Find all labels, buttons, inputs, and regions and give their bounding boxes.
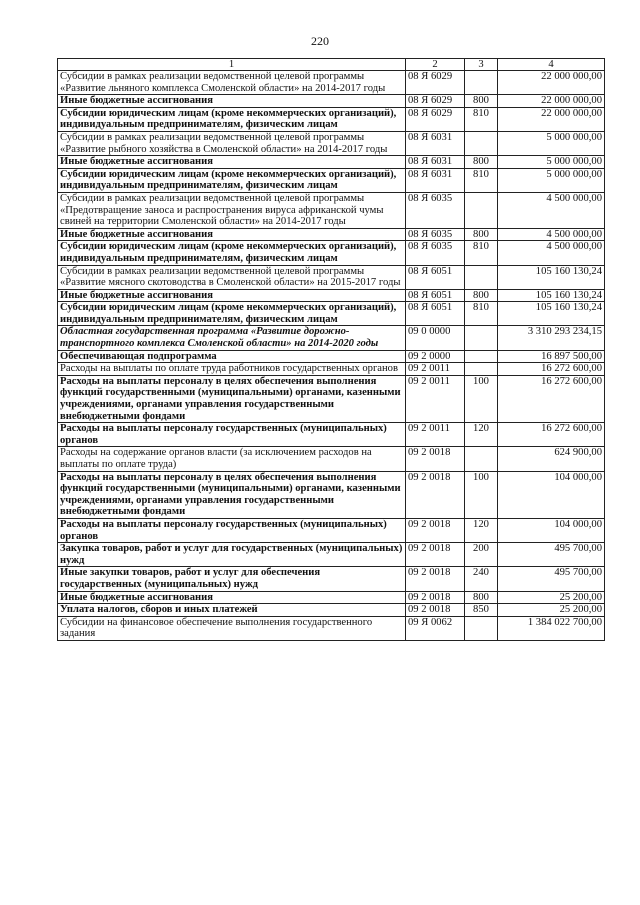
budget-table-body: [58, 59, 605, 641]
row-name: Расходы на выплаты персоналу государственных (муниципальных) органов: [58, 518, 406, 542]
row-name: Расходы на выплаты по оплате труда работников государственных органов: [58, 363, 406, 376]
row-amount: 105 160 130,24: [498, 302, 605, 326]
row-code: 09 2 0011: [406, 363, 465, 376]
row-amount: 4 500 000,00: [498, 192, 605, 228]
row-name: Иные бюджетные ассигнования: [58, 591, 406, 604]
row-name: Расходы на выплаты персоналу в целях обеспечения выполнения функций государственными (муниципальными) органами, казенными учреждениями, органами управления государственными внебюджетными фондами: [58, 375, 406, 422]
row-code: 09 2 0018: [406, 518, 465, 542]
header-col-4: 4: [498, 59, 605, 71]
row-amount: 3 310 293 234,15: [498, 326, 605, 350]
row-amount: 5 000 000,00: [498, 168, 605, 192]
row-code: 08 Я 6051: [406, 302, 465, 326]
row-expense-type: 810: [465, 107, 498, 131]
row-code: 09 2 0018: [406, 471, 465, 518]
row-name: Расходы на выплаты персоналу государственных (муниципальных) органов: [58, 423, 406, 447]
table-row: [58, 156, 605, 169]
table-row: [58, 350, 605, 363]
table-row: [58, 228, 605, 241]
row-expense-type: [465, 350, 498, 363]
row-code: 08 Я 6051: [406, 289, 465, 302]
row-amount: 22 000 000,00: [498, 95, 605, 108]
row-expense-type: [465, 265, 498, 289]
row-amount: 16 272 600,00: [498, 423, 605, 447]
row-amount: 22 000 000,00: [498, 71, 605, 95]
row-name: Обеспечивающая подпрограмма: [58, 350, 406, 363]
row-name: Иные бюджетные ассигнования: [58, 156, 406, 169]
row-expense-type: 810: [465, 241, 498, 265]
row-name: Расходы на содержание органов власти (за исключением расходов на выплаты по оплате труда): [58, 447, 406, 471]
row-amount: 105 160 130,24: [498, 265, 605, 289]
row-amount: 25 200,00: [498, 591, 605, 604]
row-name: Расходы на выплаты персоналу в целях обеспечения выполнения функций государственными (муниципальными) органами, казенными учреждениями, органами управления государственными внебюджетными фондами: [58, 471, 406, 518]
row-code: 09 2 0018: [406, 591, 465, 604]
table-row: [58, 192, 605, 228]
header-col-2: 2: [406, 59, 465, 71]
row-name: Субсидии юридическим лицам (кроме некоммерческих организаций), индивидуальным предпринимателям, физическим лицам: [58, 168, 406, 192]
row-expense-type: [465, 363, 498, 376]
row-amount: 105 160 130,24: [498, 289, 605, 302]
row-code: 09 2 0011: [406, 375, 465, 422]
row-name: Субсидии в рамках реализации ведомственной целевой программы «Развитие льняного комплекса Смоленской области» на 2014-2017 годы: [58, 71, 406, 95]
row-code: 08 Я 6031: [406, 168, 465, 192]
row-amount: 16 272 600,00: [498, 363, 605, 376]
table-row: [58, 95, 605, 108]
row-name: Иные бюджетные ассигнования: [58, 228, 406, 241]
row-code: 09 0 0000: [406, 326, 465, 350]
row-name: Закупка товаров, работ и услуг для государственных (муниципальных) нужд: [58, 543, 406, 567]
row-code: 09 2 0000: [406, 350, 465, 363]
table-row: [58, 471, 605, 518]
table-row: [58, 518, 605, 542]
row-amount: 5 000 000,00: [498, 131, 605, 155]
row-code: 08 Я 6035: [406, 228, 465, 241]
table-header-row: [58, 59, 605, 71]
row-code: 08 Я 6029: [406, 95, 465, 108]
row-code: 08 Я 6029: [406, 107, 465, 131]
row-amount: 104 000,00: [498, 518, 605, 542]
row-name: Субсидии юридическим лицам (кроме некоммерческих организаций), индивидуальным предпринимателям, физическим лицам: [58, 107, 406, 131]
row-amount: 5 000 000,00: [498, 156, 605, 169]
row-expense-type: [465, 616, 498, 640]
table-row: [58, 131, 605, 155]
row-expense-type: [465, 192, 498, 228]
header-col-1: 1: [58, 59, 406, 71]
row-name: Иные бюджетные ассигнования: [58, 289, 406, 302]
row-amount: 25 200,00: [498, 604, 605, 617]
row-expense-type: 810: [465, 302, 498, 326]
table-row: [58, 375, 605, 422]
row-code: 08 Я 6029: [406, 71, 465, 95]
row-expense-type: [465, 131, 498, 155]
row-amount: 4 500 000,00: [498, 241, 605, 265]
row-code: 09 2 0018: [406, 447, 465, 471]
row-name: Областная государственная программа «Развитие дорожно-транспортного комплекса Смоленской области» на 2014-2020 годы: [58, 326, 406, 350]
row-expense-type: 800: [465, 95, 498, 108]
row-name: Субсидии в рамках реализации ведомственной целевой программы «Предотвращение заноса и распространения вируса африканской чумы свиней на территории Смоленской области» на 2014-2017 годы: [58, 192, 406, 228]
row-amount: 495 700,00: [498, 543, 605, 567]
row-expense-type: 810: [465, 168, 498, 192]
table-row: [58, 241, 605, 265]
row-expense-type: 100: [465, 471, 498, 518]
table-row: [58, 326, 605, 350]
table-row: [58, 423, 605, 447]
row-expense-type: 800: [465, 228, 498, 241]
row-expense-type: 200: [465, 543, 498, 567]
row-amount: 4 500 000,00: [498, 228, 605, 241]
table-row: [58, 289, 605, 302]
row-expense-type: 800: [465, 156, 498, 169]
table-row: [58, 567, 605, 591]
row-code: 08 Я 6035: [406, 192, 465, 228]
row-name: Субсидии в рамках реализации ведомственной целевой программы «Развитие рыбного хозяйства в Смоленской области» на 2014-2017 годы: [58, 131, 406, 155]
table-row: [58, 107, 605, 131]
row-name: Субсидии юридическим лицам (кроме некоммерческих организаций), индивидуальным предпринимателям, физическим лицам: [58, 302, 406, 326]
row-amount: 495 700,00: [498, 567, 605, 591]
row-name: Субсидии юридическим лицам (кроме некоммерческих организаций), индивидуальным предпринимателям, физическим лицам: [58, 241, 406, 265]
row-expense-type: 850: [465, 604, 498, 617]
row-name: Субсидии на финансовое обеспечение выполнения государственного задания: [58, 616, 406, 640]
budget-table: [57, 58, 605, 641]
row-name: Субсидии в рамках реализации ведомственной целевой программы «Развитие мясного скотоводства в Смоленской области» на 2015-2017 годы: [58, 265, 406, 289]
row-expense-type: 120: [465, 423, 498, 447]
page-number: 220: [311, 34, 329, 48]
table-row: [58, 265, 605, 289]
row-amount: 22 000 000,00: [498, 107, 605, 131]
row-name: Иные закупки товаров, работ и услуг для обеспечения государственных (муниципальных) нужд: [58, 567, 406, 591]
row-expense-type: [465, 71, 498, 95]
row-amount: 104 000,00: [498, 471, 605, 518]
row-expense-type: 800: [465, 289, 498, 302]
row-code: 09 Я 0062: [406, 616, 465, 640]
row-expense-type: [465, 447, 498, 471]
row-code: 09 2 0018: [406, 567, 465, 591]
table-row: [58, 604, 605, 617]
row-code: 09 2 0018: [406, 604, 465, 617]
row-expense-type: 120: [465, 518, 498, 542]
row-name: Иные бюджетные ассигнования: [58, 95, 406, 108]
row-amount: 16 897 500,00: [498, 350, 605, 363]
row-code: 09 2 0011: [406, 423, 465, 447]
row-expense-type: 100: [465, 375, 498, 422]
table-row: [58, 591, 605, 604]
row-amount: 1 384 022 700,00: [498, 616, 605, 640]
table-row: [58, 447, 605, 471]
table-row: [58, 71, 605, 95]
row-expense-type: 800: [465, 591, 498, 604]
row-expense-type: 240: [465, 567, 498, 591]
row-code: 09 2 0018: [406, 543, 465, 567]
row-code: 08 Я 6035: [406, 241, 465, 265]
row-code: 08 Я 6031: [406, 131, 465, 155]
row-amount: 624 900,00: [498, 447, 605, 471]
table-row: [58, 302, 605, 326]
table-row: [58, 616, 605, 640]
row-code: 08 Я 6031: [406, 156, 465, 169]
table-row: [58, 168, 605, 192]
row-name: Уплата налогов, сборов и иных платежей: [58, 604, 406, 617]
table-row: [58, 363, 605, 376]
header-col-3: 3: [465, 59, 498, 71]
table-row: [58, 543, 605, 567]
row-code: 08 Я 6051: [406, 265, 465, 289]
row-amount: 16 272 600,00: [498, 375, 605, 422]
row-expense-type: [465, 326, 498, 350]
